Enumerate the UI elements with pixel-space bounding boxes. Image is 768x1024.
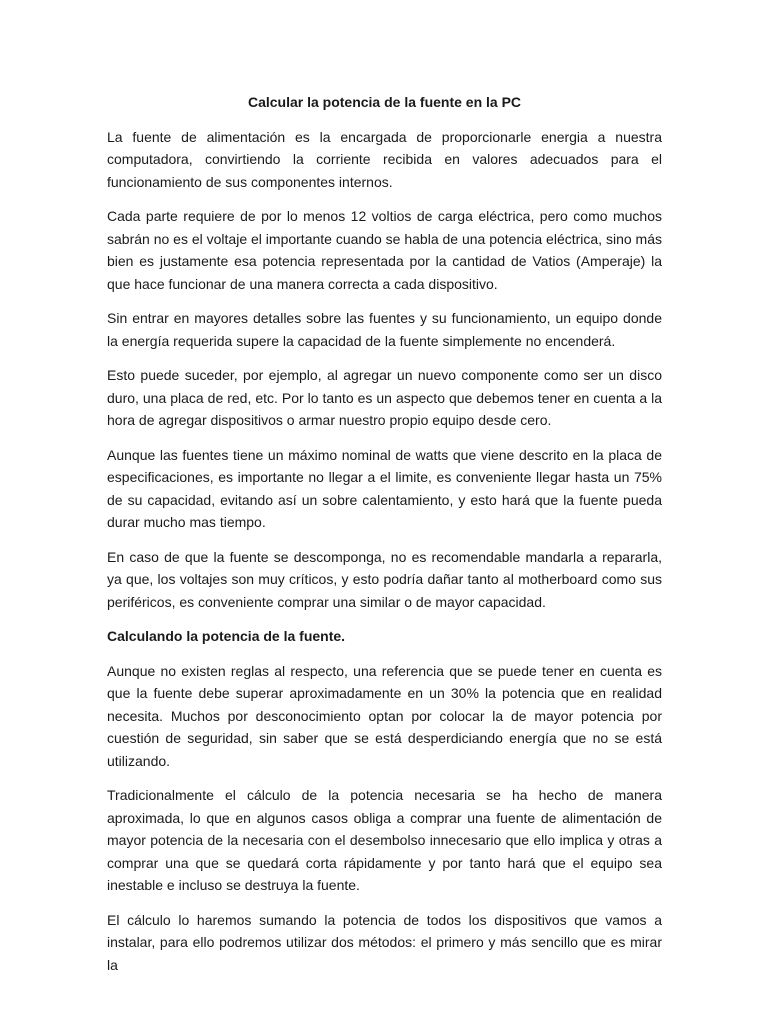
paragraph-6: En caso de que la fuente se descomponga, no es recomendable mandarla a repararla, ya que, los voltajes son muy críticos, y esto podría dañar tanto al motherboard como sus periféricos, es conveniente comprar una similar o de mayor capacidad. [107,548,662,610]
paragraph-2: Cada parte requiere de por lo menos 12 voltios de carga eléctrica, pero como muchos sabrán no es el voltaje el importante cuando se habla de una potencia eléctrica, sino más bien es justamente esa potencia representada por la cantidad de Vatios (Amperaje) la que hace funcionar de una manera correcta a cada dispositivo. [107,208,662,292]
paragraph-3: Sin entrar en mayores detalles sobre las fuentes y su funcionamiento, un equipo donde la energía requerida supere la capacidad de la fuente simplemente no encenderá. [107,310,662,349]
paragraph-1: La fuente de alimentación es la encargada de proporcionarle energia a nuestra computadora, convirtiendo la corriente recibida en valores adecuados para el funcionamiento de sus componentes internos. [107,128,662,190]
paragraph-5: Aunque las fuentes tiene un máximo nominal de watts que viene descrito en la placa de especificaciones, es importante no llegar a el limite, es conveniente llegar hasta un 75% de su capacidad, evitando así un sobre calentamiento, y esto hará que la fuente pueda durar mucho mas tiempo. [107,446,662,530]
paragraph-8: Tradicionalmente el cálculo de la potencia necesaria se ha hecho de manera aproximada, lo que en algunos casos obliga a comprar una fuente de alimentación de mayor potencia de la necesaria con el desembolso innecesario que ello implica y otras a comprar una que se quedará corta rápidamente y por tanto hará que el equipo sea inestable e incluso se destruya la fuente. [107,787,662,893]
paragraph-9: El cálculo lo haremos sumando la potencia de todos los dispositivos que vamos a instalar, para ello podremos utilizar dos métodos: el primero y más sencillo que es mirar la [107,911,662,973]
paragraph-4: Esto puede suceder, por ejemplo, al agregar un nuevo componente como ser un disco duro, una placa de red, etc. Por lo tanto es un aspecto que debemos tener en cuenta a la hora de agregar dispositivos o armar nuestro propio equipo desde cero. [107,367,662,428]
document-page [107,91,662,988]
paragraph-7: Aunque no existen reglas al respecto, una referencia que se puede tener en cuenta es que la fuente debe superar aproximadamente en un 30% la potencia que en realidad necesita. Muchos por desconocimiento optan por colocar la de mayor potencia por cuestión de seguridad, sin saber que se está desperdiciando energía que no se está utilizando. [107,662,662,769]
section-heading: Calculando la potencia de la fuente. [107,628,346,644]
document-title: Calcular la potencia de la fuente en la PC [247,94,522,110]
